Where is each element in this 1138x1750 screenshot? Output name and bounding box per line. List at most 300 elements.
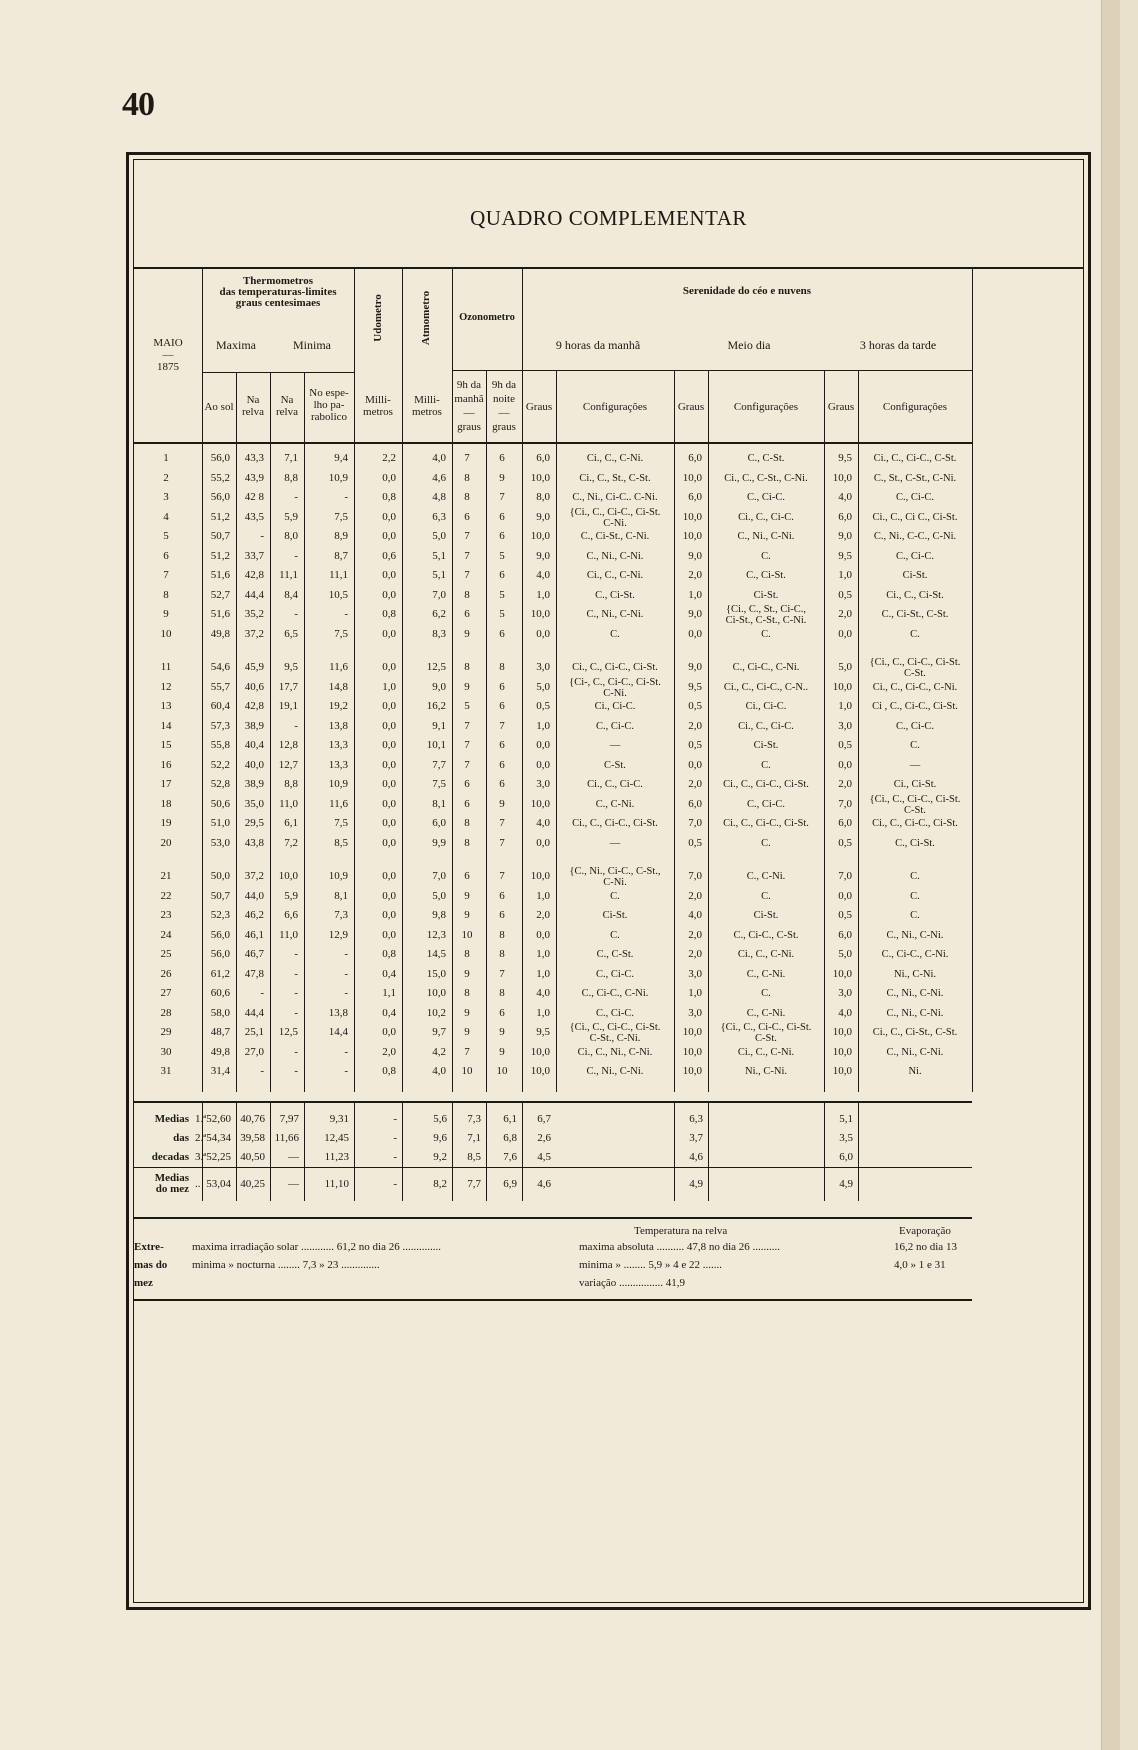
extreme-line1-right: 16,2 no dia 13 [894,1241,957,1253]
table-cell: 9,5 [838,549,852,562]
config-cell-manha: C., Ci-St. [595,589,635,601]
na-relva-min-header: Na [280,394,294,406]
table-cell: 8 [464,588,470,601]
table-cell: 0,5 [838,909,852,921]
table-cell: 51,6 [210,608,230,620]
table-cell: 47,8 [244,967,264,980]
manha-header: 9 horas da manhã [555,338,641,352]
medias-cell: 8,5 [467,1151,481,1163]
table-cell: 10,0 [530,1045,550,1058]
table-cell: 0,5 [688,700,702,712]
table-cell: 7,1 [284,452,298,464]
config-cell-manha: C., Ci-C. [596,968,634,980]
table-cell: 6,0 [838,510,852,523]
config-cell-manha: Ci., C., C-Ni. [586,570,644,581]
table-cell: 6 [464,608,470,620]
table-cell: 9 [499,1026,505,1038]
config-cell-meio-dia: Ci., C., Ci-C., Ci-St. [723,779,809,790]
table-cell: 55,7 [210,680,230,693]
table-cell: 4,0 [536,987,550,999]
table-cell: 9 [163,608,169,620]
medias-mez-label: Medias [154,1172,189,1184]
table-cell: 6,0 [688,452,702,464]
table-cell: 5 [499,608,505,620]
table-cell: 6,2 [432,608,446,620]
table-cell: 1,0 [536,719,550,732]
table-cell: 14,8 [328,680,348,693]
ozonometro-manha-header: 9h da [456,379,482,391]
table-cell: 6 [499,530,505,542]
table-cell: 19,1 [278,700,298,712]
table-cell: 12 [160,680,172,693]
maxima-header: Maxima [216,338,256,352]
medias-mez-label: do mez [155,1183,189,1195]
config-cell-tarde: C., Ci-St., C-St. [881,609,949,620]
config-cell-meio-dia: Ci., C., C-Ni. [737,1046,795,1058]
table-cell: 9,0 [688,661,702,673]
table-cell: 10,0 [530,797,550,810]
config-cell-manha: C-Ni. [603,517,627,529]
table-cell: 2,0 [688,719,702,732]
table-cell: 22 [160,889,172,902]
minima-header: Minima [293,338,331,352]
table-cell: 26 [160,967,172,980]
config-cell-manha: — [609,837,621,849]
table-cell: 24 [160,928,172,941]
table-cell: 0,8 [382,491,396,503]
table-cell: 8,5 [334,836,348,849]
maxmin-rule [202,372,354,373]
table-cell: 8,0 [536,491,550,503]
config-cell-tarde: Ci., C., Ci-St. [886,589,944,601]
medias-cell: 40,76 [240,1113,265,1125]
table-cell: 0,0 [536,836,550,849]
table-cell: 1,0 [536,1006,550,1019]
table-cell: 5,9 [284,889,298,902]
medias-mez-cell: 7,7 [467,1178,481,1190]
table-cell: 40,0 [244,758,264,771]
evaporacao-header: Evaporação [899,1225,951,1237]
table-cell: 0,0 [382,778,396,790]
serenidade-rule [522,370,972,371]
table-cell: 1,0 [536,948,550,960]
medias-split-rule [134,1167,972,1168]
table-cell: 6 [464,510,470,523]
serenidade-header: Serenidade do céo e nuvens [682,285,812,297]
table-cell: 2,0 [688,948,702,960]
table-cell: 12,7 [278,758,298,771]
table-cell: 9 [499,797,505,810]
table-cell: 0,5 [838,836,852,849]
medias-mez-cell: 8,2 [433,1178,447,1190]
medias-rule [708,1101,709,1201]
config-cell-manha: C., Ci-St., C-Ni. [580,531,650,542]
table-cell: 16,2 [426,700,446,712]
table-cell: 28 [160,1006,172,1019]
table-cell: 0,8 [382,1065,396,1077]
table-cell: 10,0 [530,1065,550,1077]
extremes-top-rule [134,1217,972,1219]
table-cell: 19,2 [328,700,348,712]
table-cell: 11 [160,661,172,673]
table-title: QUADRO COMPLEMENTAR [470,206,747,230]
extremes-label: mas do [134,1259,168,1271]
table-cell: 0,0 [838,627,852,640]
medias-mez-cell: - [393,1178,397,1190]
table-cell: 6 [499,778,505,790]
table-cell: 7 [464,452,470,464]
table-cell: 43,5 [244,510,264,523]
config-cell-meio-dia: Ci-St. [753,910,779,921]
table-cell: 6 [499,510,505,523]
table-cell: 9,1 [432,719,446,732]
table-cell: 52,8 [210,778,230,790]
config-cell-tarde: Ci., Ci-St. [893,779,937,790]
espelho-header: rabolico [310,411,348,423]
config-cell-manha: C., Ci-C. [596,720,634,732]
config-cell-manha: C-St. [604,759,626,771]
table-cell: - [294,1065,298,1077]
table-cell: 5,0 [838,661,852,673]
table-cell: 13,8 [328,1006,348,1019]
udometro-header: Udometro [372,294,384,342]
table-cell: 48,7 [210,1026,230,1038]
medias-cell: 52,60 [206,1113,231,1125]
config-cell-tarde: C., Ni., C-Ni. [886,988,944,999]
table-cell: 0,0 [382,739,396,751]
config-cell-meio-dia: Ci., C., Ci-C. [738,720,794,732]
config-cell-manha: C., Ni., C-Ni. [586,1066,644,1077]
table-cell: 9,9 [432,836,446,849]
na-relva-min-header: relva [276,406,298,418]
table-cell: 0,5 [838,588,852,601]
table-cell: 10,0 [530,870,550,882]
medias-mez-cell: — [288,1178,299,1190]
medias-cell: 2,6 [537,1132,551,1144]
table-cell: 1 [163,452,169,464]
table-cell: - [344,1065,348,1077]
config-cell-tarde: C., Ni., C-Ni. [886,929,944,941]
meio-dia-header: Meio dia [727,338,771,352]
table-cell: 0,4 [382,967,396,980]
table-cell: 2 [163,471,169,484]
column-rule [522,267,523,1092]
medias-cell: 12,45 [324,1132,349,1144]
table-cell: - [344,967,348,980]
table-cell: 8 [464,987,470,999]
table-cell: 43,8 [244,836,264,849]
config-cell-tarde: C-St. [904,804,926,816]
table-cell: 7 [464,530,470,542]
medias-cell: 9,31 [329,1113,349,1125]
table-cell: 8,1 [432,797,446,810]
table-cell: 4,8 [432,491,446,503]
table-cell: 11,0 [279,797,298,810]
table-cell: 35,0 [244,797,264,810]
medias-cell: — [288,1151,299,1163]
table-cell: 7,0 [838,797,852,810]
table-cell: 17,7 [278,680,298,693]
table-cell: 7 [464,739,470,751]
table-cell: 1,0 [688,987,702,999]
udometro-units: Milli- [365,394,391,406]
config-cell-tarde: C. [910,628,920,640]
column-rule [402,267,403,1092]
config-cell-tarde: C. [910,740,920,751]
table-cell: 7 [499,836,505,849]
medias-rule [402,1101,403,1201]
medias-rule [522,1101,523,1201]
config-cell-tarde: {Ci., C., Ci-C., Ci-St. [869,657,961,668]
table-cell: 1,0 [536,588,550,601]
medias-rule [270,1101,271,1201]
table-cell: - [344,491,348,503]
extreme-line2-left: minima » nocturna ........ 7,3 » 23 .............. [192,1259,380,1271]
table-cell: 6 [499,627,505,640]
table-cell: 9 [499,1045,505,1058]
table-cell: 10,0 [530,608,550,620]
medias-cell: 52,25 [206,1151,231,1163]
extreme-line1-mid: maxima absoluta .......... 47,8 no dia 26 .......... [579,1241,781,1253]
table-cell: 8 [464,491,470,503]
medias-cell: 9,2 [433,1151,447,1163]
config-cell-meio-dia: Ci-St., C-St., C-Ni. [725,615,807,626]
table-cell: 54,6 [210,661,230,673]
thermometros-header: das temperaturas-limites [219,286,337,298]
table-cell: 25,1 [244,1026,264,1038]
tarde-header: 3 horas da tarde [859,338,937,352]
table-cell: 9,5 [536,1026,550,1038]
medias-mez-cell: 53,04 [206,1178,231,1190]
table-cell: 9 [464,1006,470,1019]
config-cell-meio-dia: Ci., C., C-St., C-Ni. [724,472,808,484]
table-cell: 12,9 [328,928,348,941]
table-cell: - [260,530,264,542]
table-cell: 7,5 [334,817,348,829]
table-cell: 4 [163,510,169,523]
config-cell-tarde: C., Ci-St. [895,837,935,849]
config-cell-meio-dia: Ci., C., Ci-C., Ci-St. [723,818,809,829]
table-cell: 7 [464,569,470,581]
table-cell: 3,0 [688,967,702,980]
table-cell: 7 [499,870,505,882]
table-cell: 50,7 [210,889,230,902]
table-cell: 6,6 [284,909,298,921]
table-cell: 9 [464,909,470,921]
espelho-header: lho pa- [313,399,345,411]
table-cell: - [260,987,264,999]
table-cell: 20 [160,836,172,849]
table-cell: 0,0 [382,588,396,601]
config-cell-manha: Ci., C., C-Ni. [586,453,644,464]
graus-header: Graus [525,401,553,413]
graus-header: Graus [827,401,855,413]
table-frame [126,152,1091,1610]
table-cell: 10,9 [328,778,348,790]
config-cell-meio-dia: Ci., C., C-Ni. [737,949,795,960]
config-cell-tarde: Ci., C., Ci-C., C-Ni. [872,681,958,693]
column-rule [972,267,973,1092]
table-cell: 6 [499,889,505,902]
config-header: Configurações [882,401,948,413]
table-cell: 8 [499,987,505,999]
table-cell: 10,0 [832,967,852,980]
table-cell: 7,5 [334,510,348,523]
table-cell: 5,1 [432,549,446,562]
table-cell: 52,7 [210,588,230,601]
table-cell: 6 [499,700,505,712]
table-cell: 49,8 [210,1045,230,1058]
table-cell: 38,9 [244,778,264,790]
table-cell: 50,0 [210,870,230,882]
config-cell-meio-dia: C., Ci-C., C-Ni. [732,662,800,673]
table-cell: 8,9 [334,530,348,542]
column-rule [674,370,675,1092]
config-cell-manha: Ci., C., Ci-C., Ci-St. [572,662,658,673]
config-cell-manha: Ci., C., Ci-C. [587,779,643,790]
config-cell-manha: {Ci., C., Ci-C., Ci-St. [569,506,661,518]
table-cell: 9,0 [536,510,550,523]
table-cell: 9,0 [688,608,702,620]
table-cell: 0,0 [382,928,396,941]
table-cell: 49,8 [210,627,230,640]
table-cell: 6 [499,909,505,921]
table-cell: 8,7 [334,549,348,562]
table-cell: 7,0 [838,870,852,882]
config-cell-tarde: C. [910,871,920,882]
config-cell-manha: C. [610,929,620,941]
table-cell: 56,0 [210,452,230,464]
table-cell: 60,6 [210,987,230,999]
medias-cell: 3,7 [689,1132,703,1144]
table-cell: 33,7 [244,549,264,562]
ozonometro-manha-header: manhã [454,393,484,405]
thermometros-header: Thermometros [242,275,314,287]
column-rule [304,372,305,1092]
table-cell: 8 [464,471,470,484]
table-cell: 44,4 [244,1006,264,1019]
table-cell: 10,0 [426,987,446,999]
table-cell: 14 [160,719,172,732]
config-cell-tarde: — [909,759,921,771]
medias-cell: - [393,1151,397,1163]
config-cell-meio-dia: C., Ci-C., C-St. [733,929,799,941]
extremes-label: Extre- [134,1241,164,1253]
config-cell-tarde: C. [910,890,920,902]
config-cell-manha: — [609,740,621,751]
medias-mez-cell: 11,10 [324,1178,349,1190]
table-cell: 6 [163,549,169,562]
table-cell: 3,0 [536,661,550,673]
medias-cell: 7,3 [467,1113,481,1125]
config-cell-manha: Ci., C., St., C-St. [579,472,651,484]
config-cell-meio-dia: Ci-St. [753,740,779,751]
table-cell: 45,9 [244,661,264,673]
table-cell: 58,0 [210,1006,230,1019]
atmometro-units: Milli- [414,394,440,406]
table-cell: 6,1 [284,817,298,829]
medias-cell: - [393,1132,397,1144]
config-cell-tarde: C., St., C-St., C-Ni. [873,472,957,484]
medias-cell: 4,5 [537,1151,551,1163]
table-cell: 15 [160,739,172,751]
medias-cell: 3.ª [195,1151,207,1163]
table-cell: 52,2 [210,758,230,771]
table-cell: 9,5 [838,452,852,464]
espelho-header: No espe- [309,387,349,399]
table-cell: 44,4 [244,588,264,601]
config-cell-meio-dia: {Ci., C., St., Ci-C., [725,604,807,615]
config-cell-manha: Ci., C., Ni., C-Ni. [577,1046,653,1058]
config-cell-manha: C-Ni. [603,877,627,888]
table-cell: 0,0 [536,928,550,941]
ozonometro-manha-header: — [463,407,475,419]
table-cell: 9 [464,680,470,693]
medias-cell: 5,6 [433,1113,447,1125]
config-cell-meio-dia: C. [761,890,771,902]
table-cell: 42,8 [244,700,264,712]
table-cell: 0,0 [536,739,550,751]
medias-cell: 2.ª [195,1132,207,1144]
table-cell: 2,0 [536,909,550,921]
medias-cell: 5,1 [839,1113,853,1125]
config-cell-tarde: C., Ci-C. [896,720,934,732]
config-cell-manha: {Ci-, C., Ci-C., Ci-St. [569,676,661,688]
column-rule [824,370,825,1092]
config-cell-manha: C. [610,890,620,902]
medias-label: das [173,1132,189,1144]
month-year-label: — [162,349,174,361]
table-cell: 2,0 [688,889,702,902]
table-cell: - [344,608,348,620]
config-header: Configurações [582,401,648,413]
medias-rule [202,1101,203,1201]
table-cell: 0,0 [382,889,396,902]
table-cell: 0,0 [536,758,550,771]
ozonometro-rule [452,370,522,371]
ozonometro-noite-header: — [498,407,510,419]
table-cell: 23 [160,909,172,921]
table-cell: - [294,967,298,980]
medias-cell: 6,8 [503,1132,517,1144]
table-cell: 10,0 [832,471,852,484]
table-cell: 3,0 [688,1006,702,1019]
table-cell: - [344,1045,348,1058]
medias-rule [354,1101,355,1201]
table-cell: 12,5 [426,661,446,673]
table-cell: 53,0 [210,836,230,849]
table-cell: 10,0 [832,680,852,693]
table-cell: 6 [499,758,505,771]
table-cell: 6,0 [838,928,852,941]
extreme-line2-mid: minima » ........ 5,9 » 4 e 22 ....... [579,1259,722,1271]
table-cell: 7,0 [432,588,446,601]
table-cell: 12,5 [278,1026,298,1038]
config-cell-manha: {Ci., C., Ci-C., Ci-St. [569,1022,661,1033]
config-cell-meio-dia: C., C-St. [747,453,785,464]
config-cell-meio-dia: C., Ci-St. [746,570,786,581]
table-cell: 4,0 [432,1065,446,1077]
table-cell: 8,3 [432,627,446,640]
medias-cell: 39,58 [240,1132,265,1144]
config-cell-tarde: {Ci., C., Ci-C., Ci-St. [869,793,961,805]
table-cell: 7 [464,549,470,562]
table-cell: - [294,549,298,562]
column-rule [270,372,271,1092]
table-cell: 6,0 [688,797,702,810]
table-cell: 9,0 [536,549,550,562]
config-cell-manha: C-St., C-Ni. [589,1033,641,1044]
